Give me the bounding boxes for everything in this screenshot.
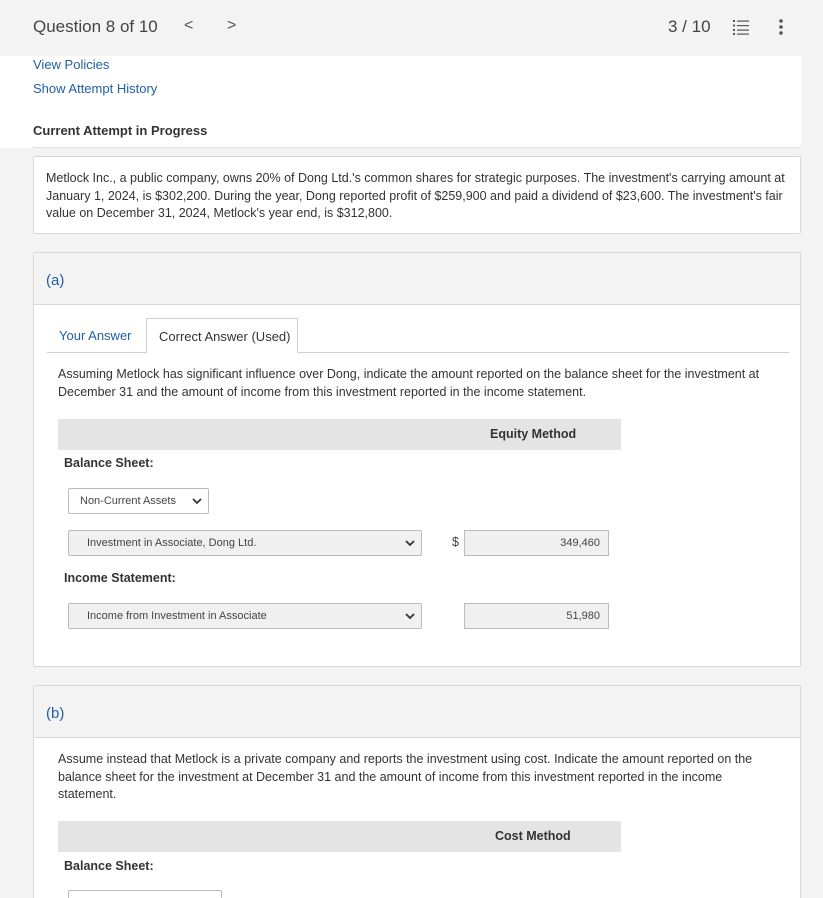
part-a-label: (a)	[46, 272, 65, 289]
currency-symbol: $	[452, 535, 459, 549]
income-account-value: Income from Investment in Associate	[87, 610, 267, 622]
balance-category-select[interactable]	[68, 488, 209, 514]
income-account-select[interactable]	[68, 603, 422, 629]
part-b-instruction: Assume instead that Metlock is a private company and reports the investment using cost. Indicate the amount reported on the balance sheet for the investment at December 31 and the amount of income from this investment reported in the income statement.	[58, 752, 753, 801]
balance-sheet-label-b: Balance Sheet:	[64, 859, 154, 873]
cost-method-header: Cost Method	[495, 829, 571, 843]
attempt-status: Current Attempt in Progress	[33, 123, 208, 138]
question-title: Question 8 of 10	[33, 17, 158, 36]
equity-method-header-bar	[58, 419, 621, 450]
income-amount-field[interactable]: 51,980	[464, 603, 609, 629]
tab-correct-answer[interactable]: Correct Answer (Used)	[146, 318, 298, 354]
previous-question-button[interactable]: <	[184, 17, 194, 34]
balance-account-select[interactable]	[68, 530, 422, 556]
balance-category-select-b[interactable]	[68, 890, 222, 898]
part-b-label: (b)	[46, 705, 65, 722]
balance-category-value: Non-Current Assets	[80, 495, 176, 507]
cost-method-header-bar	[58, 821, 621, 852]
divider	[33, 147, 801, 148]
chevron-down-icon	[192, 496, 202, 506]
part-b-header	[34, 686, 800, 738]
balance-account-value: Investment in Associate, Dong Ltd.	[87, 537, 257, 549]
chevron-down-icon	[405, 538, 415, 548]
part-a-panel	[33, 252, 801, 667]
part-a-header	[34, 253, 800, 305]
list-icon[interactable]	[733, 19, 749, 35]
more-vertical-icon[interactable]	[776, 18, 786, 36]
next-question-button[interactable]: >	[227, 17, 237, 34]
income-statement-label: Income Statement:	[64, 571, 176, 585]
chevron-down-icon	[405, 611, 415, 621]
problem-statement: Metlock Inc., a public company, owns 20% of Dong Ltd.'s common shares for strategic purposes. The investment's carrying amount at January 1, 2024, is $302,200. During the year, Dong reported profit of $259,900 and paid a dividend of $23,600. The investment's fair value on December 31, 2024, Metlock's year end, is $312,800.	[33, 156, 801, 234]
balance-amount-field[interactable]: 349,460	[464, 530, 609, 556]
equity-method-header: Equity Method	[490, 427, 577, 441]
part-a-instruction: Assuming Metlock has significant influence over Dong, indicate the amount reported on the balance sheet for the investment at December 31 and the amount of income from this investment reported in the income statement.	[58, 367, 760, 399]
balance-sheet-label: Balance Sheet:	[64, 456, 154, 470]
part-b-panel	[33, 685, 801, 898]
show-attempt-history-link[interactable]: Show Attempt History	[33, 81, 158, 96]
score-display: 3 / 10	[668, 17, 711, 36]
tab-your-answer[interactable]: Your Answer	[59, 328, 132, 343]
top-bar	[0, 0, 823, 56]
view-policies-link[interactable]: View Policies	[33, 57, 110, 72]
